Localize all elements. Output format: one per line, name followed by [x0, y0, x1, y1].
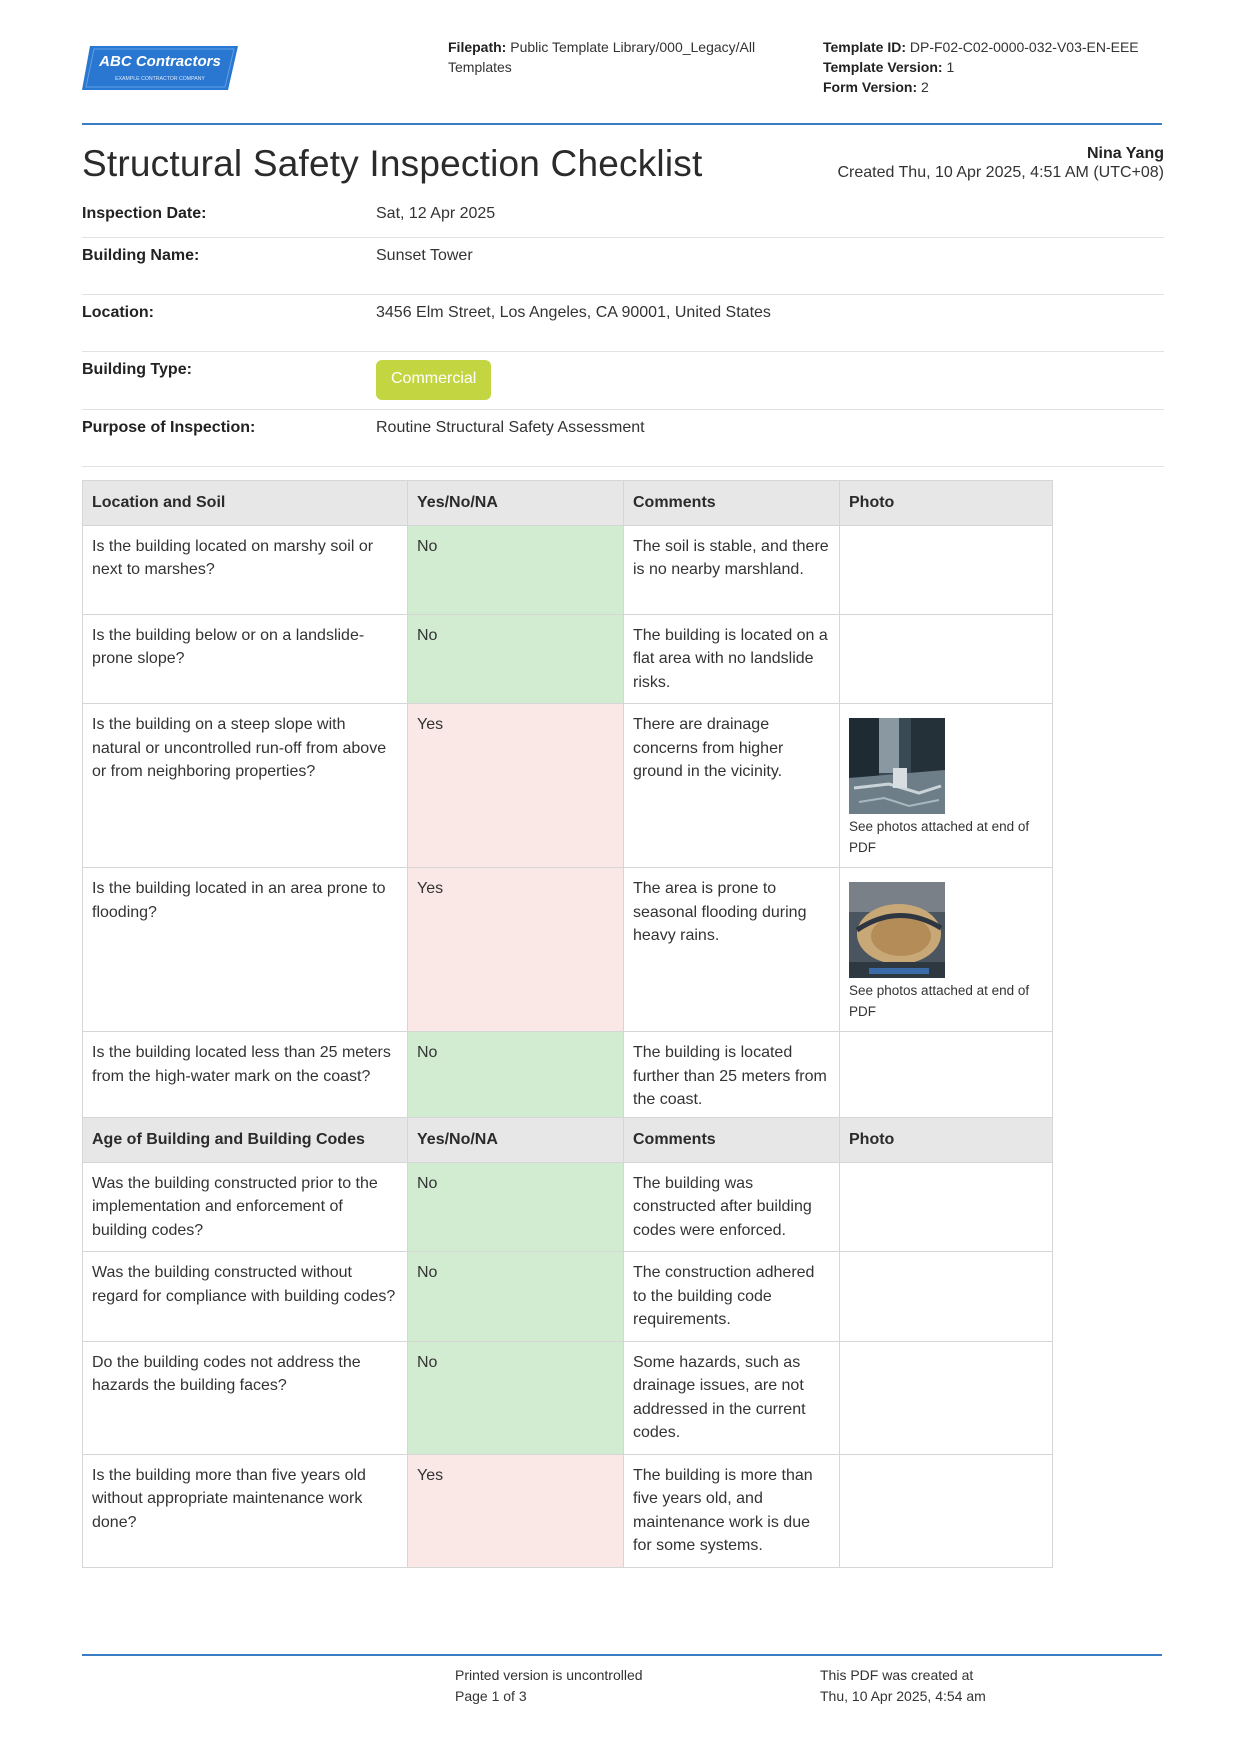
question-cell: Was the building constructed prior to the implementation and enforcement of building codes?	[83, 1162, 408, 1252]
table-row	[83, 614, 1053, 704]
comment-cell: Some hazards, such as drainage issues, are not addressed in the current codes.	[624, 1341, 840, 1454]
info-row-inspection-date	[82, 195, 1164, 238]
photo-cell	[840, 1341, 1053, 1454]
question-cell: Is the building located on marshy soil or next to marshes?	[83, 525, 408, 614]
pdf-created-label: This PDF was created at	[820, 1667, 974, 1683]
drainage-photo[interactable]	[849, 718, 945, 814]
location-soil-table	[82, 480, 1053, 1122]
question-cell: Is the building below or on a landslide-prone slope?	[83, 614, 408, 704]
info-label: Purpose of Inspection:	[82, 419, 256, 436]
table-row	[83, 1162, 1053, 1252]
comment-cell: The building was constructed after building codes were enforced.	[624, 1162, 840, 1252]
company-logo	[82, 46, 238, 90]
table-row	[83, 1341, 1053, 1454]
filepath-label: Filepath:	[448, 39, 507, 55]
photo-caption: See photos attached at end of PDF	[849, 819, 1030, 855]
info-row-location	[82, 295, 1164, 352]
info-value: Sunset Tower	[376, 247, 473, 264]
table-header-row	[83, 1118, 1053, 1163]
building-codes-table	[82, 1117, 1053, 1568]
column-header: Yes/No/NA	[408, 1118, 624, 1163]
created-timestamp: Created Thu, 10 Apr 2025, 4:51 AM (UTC+08)	[837, 164, 1164, 181]
info-label: Inspection Date:	[82, 205, 207, 222]
answer-cell: Yes	[408, 868, 624, 1032]
column-header: Comments	[624, 1118, 840, 1163]
comment-cell: There are drainage concerns from higher ground in the vicinity.	[624, 704, 840, 868]
column-header: Photo	[840, 1118, 1053, 1163]
question-cell: Is the building on a steep slope with natural or uncontrolled run-off from above or from neighboring properties?	[83, 704, 408, 868]
author-block	[837, 144, 1164, 182]
table-row	[83, 1252, 1053, 1342]
template-version-line	[823, 57, 1163, 77]
header-divider	[82, 123, 1162, 125]
photo-cell	[840, 614, 1053, 704]
comment-cell: The building is more than five years old, and maintenance work is due for some systems.	[624, 1454, 840, 1567]
template-meta	[823, 37, 1163, 97]
form-version-value: 2	[921, 79, 929, 95]
column-header: Age of Building and Building Codes	[83, 1118, 408, 1163]
answer-cell: Yes	[408, 704, 624, 868]
form-version-line	[823, 77, 1163, 97]
info-label: Location:	[82, 304, 154, 321]
answer-cell: No	[408, 1252, 624, 1342]
photo-cell	[840, 1252, 1053, 1342]
photo-cell	[840, 868, 1053, 1032]
photo-cell	[840, 1162, 1053, 1252]
table-row	[83, 1032, 1053, 1122]
template-id-line	[823, 37, 1163, 57]
column-header: Photo	[840, 481, 1053, 526]
form-version-label: Form Version:	[823, 79, 918, 95]
flooding-photo[interactable]	[849, 882, 945, 978]
table-row	[83, 525, 1053, 614]
page-number: Page 1 of 3	[455, 1688, 527, 1704]
info-row-purpose	[82, 410, 1164, 467]
photo-caption: See photos attached at end of PDF	[849, 983, 1030, 1019]
template-version-label: Template Version:	[823, 59, 943, 75]
column-header: Yes/No/NA	[408, 481, 624, 526]
answer-cell: No	[408, 614, 624, 704]
filepath-meta	[448, 37, 778, 77]
filepath-value: Public Template Library/000_Legacy/All Templates	[448, 39, 756, 75]
column-header: Location and Soil	[83, 481, 408, 526]
uncontrolled-notice: Printed version is uncontrolled	[455, 1667, 643, 1683]
comment-cell: The building is located on a flat area with no landslide risks.	[624, 614, 840, 704]
answer-cell: No	[408, 525, 624, 614]
info-row-building-type	[82, 352, 1164, 410]
comment-cell: The soil is stable, and there is no nearby marshland.	[624, 525, 840, 614]
info-label: Building Type:	[82, 361, 192, 378]
logo-name: ABC Contractors	[99, 53, 221, 70]
question-cell: Is the building more than five years old without appropriate maintenance work done?	[83, 1454, 408, 1567]
answer-cell: No	[408, 1032, 624, 1122]
photo-cell	[840, 1454, 1053, 1567]
question-cell: Is the building located less than 25 meters from the high-water mark on the coast?	[83, 1032, 408, 1122]
footer-right	[820, 1665, 986, 1707]
answer-cell: Yes	[408, 1454, 624, 1567]
template-id-label: Template ID:	[823, 39, 906, 55]
table-row	[83, 704, 1053, 868]
template-version-value: 1	[946, 59, 955, 75]
question-cell: Is the building located in an area prone to flooding?	[83, 868, 408, 1032]
question-cell: Was the building constructed without regard for compliance with building codes?	[83, 1252, 408, 1342]
photo-cell	[840, 1032, 1053, 1122]
footer-left	[455, 1665, 643, 1707]
pdf-created-value: Thu, 10 Apr 2025, 4:54 am	[820, 1688, 986, 1704]
column-header: Comments	[624, 481, 840, 526]
table-header-row	[83, 481, 1053, 526]
info-value: 3456 Elm Street, Los Angeles, CA 90001, United States	[376, 304, 771, 321]
template-id-value: DP-F02-C02-0000-032-V03-EN-EEE	[909, 39, 1139, 55]
table-row	[83, 1454, 1053, 1567]
logo-tagline: EXAMPLE CONTRACTOR COMPANY	[115, 76, 205, 82]
page-title: Structural Safety Inspection Checklist	[82, 143, 703, 184]
answer-cell: No	[408, 1162, 624, 1252]
photo-cell	[840, 704, 1053, 868]
answer-cell: No	[408, 1341, 624, 1454]
building-type-badge: Commercial	[376, 360, 491, 400]
photo-cell	[840, 525, 1053, 614]
footer-divider	[82, 1654, 1162, 1656]
info-label: Building Name:	[82, 247, 200, 264]
author-name: Nina Yang	[1086, 145, 1164, 162]
comment-cell: The area is prone to seasonal flooding during heavy rains.	[624, 868, 840, 1032]
info-value: Sat, 12 Apr 2025	[376, 205, 496, 222]
table-row	[83, 868, 1053, 1032]
comment-cell: The building is located further than 25 meters from the coast.	[624, 1032, 840, 1122]
info-value: Routine Structural Safety Assessment	[376, 419, 645, 436]
comment-cell: The construction adhered to the building code requirements.	[624, 1252, 840, 1342]
info-row-building-name	[82, 238, 1164, 295]
question-cell: Do the building codes not address the hazards the building faces?	[83, 1341, 408, 1454]
